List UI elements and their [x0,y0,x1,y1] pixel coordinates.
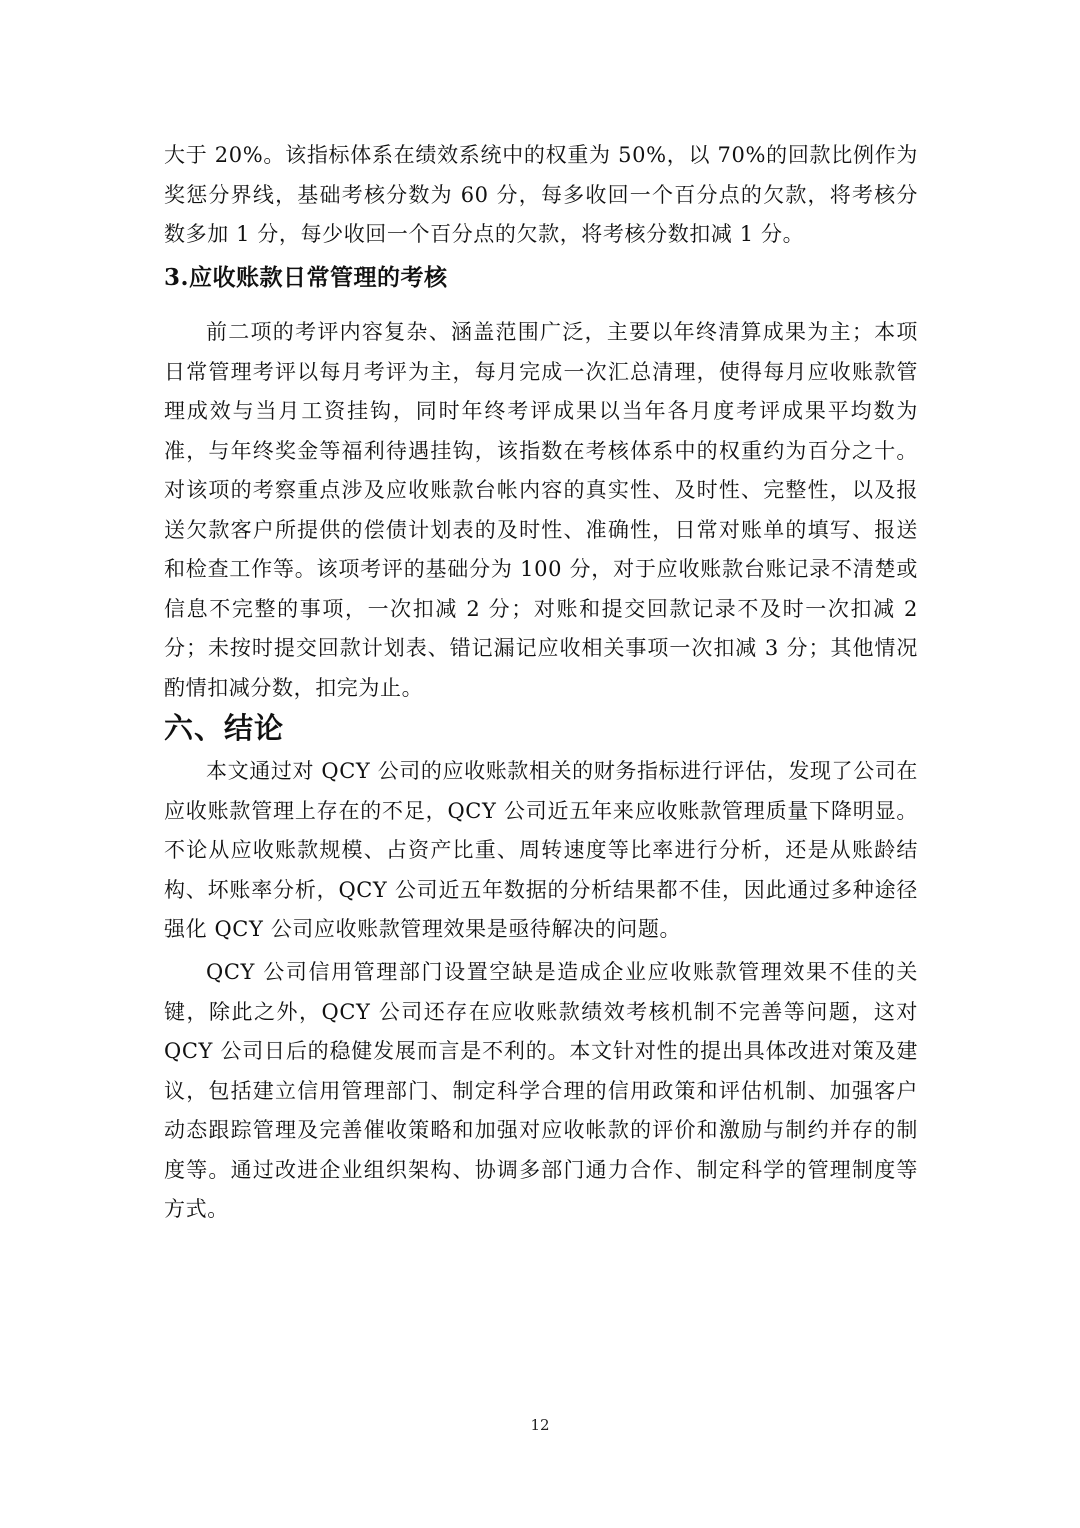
paragraph-conclusion-recommendations: QCY 公司信用管理部门设置空缺是造成企业应收账款管理效果不佳的关键，除此之外，QCY 公司还存在应收账款绩效考核机制不完善等问题，这对 QCY 公司日后的稳健发展而言是不利的。本文针对性的提出具体改进对策及建议，包括建立信用管理部门、制定科学合理的信用政策和评估机制、加强客户动态跟踪管理及完善催收策略和加强对应收帐款的评价和激励与制约并存的制度等。通过改进企业组织架构、协调多部门通力合作、制定科学的管理制度等方式。 [164,960,918,1221]
chapter-heading-conclusion: 六、结论 [164,711,285,745]
section-heading-daily-management-assessment: 3.应收账款日常管理的考核 [164,264,448,291]
paragraph-kpi-weighting: 大于 20%。该指标体系在绩效系统中的权重为 50%，以 70%的回款比例作为奖惩分界线，基础考核分数为 60 分，每多收回一个百分点的欠款，将考核分数多加 1 分，每少收回一个百分点的欠款，将考核分数扣减 1 分。 [164,143,918,246]
paragraph-conclusion-findings: 本文通过对 QCY 公司的应收账款相关的财务指标进行评估，发现了公司在应收账款管理上存在的不足，QCY 公司近五年来应收账款管理质量下降明显。不论从应收账款规模、占资产比重、周转速度等比率进行分析，还是从账龄结构、坏账率分析，QCY 公司近五年数据的分析结果都不佳，因此通过多种途径强化 QCY 公司应收账款管理效果是亟待解决的问题。 [164,759,918,941]
paragraph-daily-management-assessment: 前二项的考评内容复杂、涵盖范围广泛，主要以年终清算成果为主；本项日常管理考评以每月考评为主，每月完成一次汇总清理，使得每月应收账款管理成效与当月工资挂钩，同时年终考评成果以当年各月度考评成果平均数为准，与年终奖金等福利待遇挂钩，该指数在考核体系中的权重约为百分之十。对该项的考察重点涉及应收账款台帐内容的真实性、及时性、完整性，以及报送欠款客户所提供的偿债计划表的及时性、准确性，日常对账单的填写、报送和检查工作等。该项考评的基础分为 100 分，对于应收账款台账记录不清楚或信息不完整的事项，一次扣减 2 分；对账和提交回款记录不及时一次扣减 2 分；未按时提交回款计划表、错记漏记应收相关事项一次扣减 3 分；其他情况酌情扣减分数，扣完为止。 [164,320,918,700]
page-number: 12 [530,1416,550,1434]
